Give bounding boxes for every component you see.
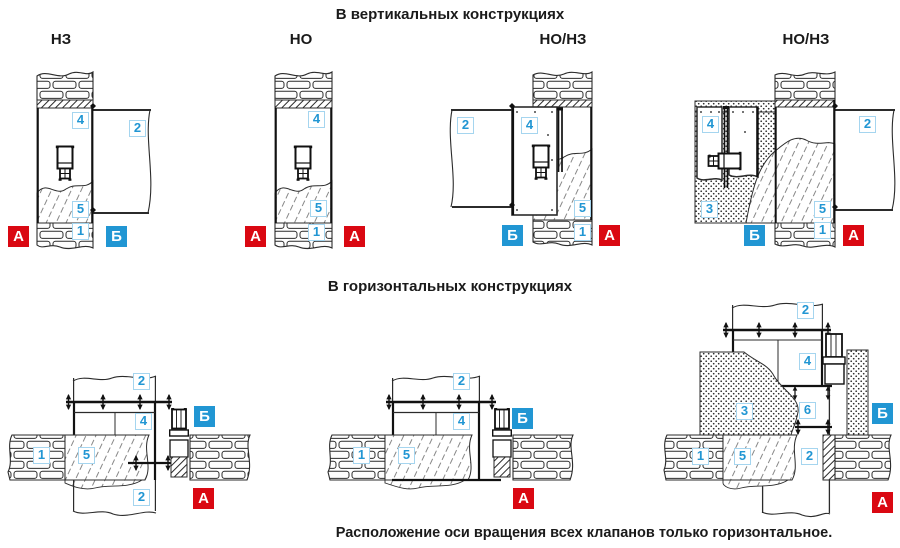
callout-insulation: 3	[736, 403, 753, 420]
slab-brick-right	[835, 435, 891, 480]
caption-nonz-1: НО/НЗ	[539, 31, 587, 48]
side-b-badge: Б	[512, 408, 533, 429]
side-b-badge: Б	[194, 406, 215, 427]
callout-damper: 4	[702, 116, 719, 133]
mortar-spill	[385, 480, 465, 489]
callout-duct: 2	[129, 120, 146, 137]
callout-wall: 1	[814, 222, 831, 239]
callout-mortar: 5	[734, 448, 751, 465]
side-b-badge: Б	[872, 403, 893, 424]
side-a-badge: А	[245, 226, 266, 247]
side-b-badge: Б	[744, 225, 765, 246]
callout-duct: 2	[453, 373, 470, 390]
footer-note: Расположение оси вращения всех клапанов только горизонтальное.	[335, 525, 833, 541]
callout-mortar: 5	[310, 200, 327, 217]
caption-nz: НЗ	[50, 31, 72, 48]
callout-duct: 2	[797, 302, 814, 319]
side-b-badge: Б	[502, 225, 523, 246]
actuator	[823, 334, 845, 384]
callout-wall: 1	[308, 224, 325, 241]
diagram-vertical-nonz-1	[440, 60, 625, 260]
callout-mortar: 5	[574, 200, 591, 217]
callout-damper: 4	[521, 117, 538, 134]
caption-nonz-2: НО/НЗ	[782, 31, 830, 48]
actuator-icon	[170, 408, 189, 436]
section-title-vertical: В вертикальных конструкциях	[335, 6, 565, 23]
callout-damper: 4	[135, 413, 152, 430]
wall-top	[275, 72, 332, 100]
wall-top	[37, 72, 93, 100]
callout-damper: 4	[308, 111, 325, 128]
actuator	[493, 408, 512, 477]
callout-wall: 1	[33, 447, 50, 464]
callout-damper: 4	[799, 353, 816, 370]
side-a-badge: А	[599, 225, 620, 246]
callout-mortar: 5	[398, 447, 415, 464]
callout-damper: 4	[72, 112, 89, 129]
callout-damper: 4	[453, 413, 470, 430]
wall-top	[533, 72, 592, 100]
callout-wall: 1	[353, 447, 370, 464]
callout-wall: 1	[72, 223, 89, 240]
side-a-badge: А	[8, 226, 29, 247]
callout-wall: 1	[692, 448, 709, 465]
wall-top	[775, 72, 835, 100]
callout-duct: 2	[457, 117, 474, 134]
diagram-horizontal-3	[658, 298, 900, 548]
callout-mortar: 5	[78, 447, 95, 464]
callout-wall: 1	[574, 224, 591, 241]
slab-brick-right	[190, 435, 250, 480]
callout-mortar: 5	[814, 201, 831, 218]
callout-duct: 2	[133, 489, 150, 506]
side-a-badge: А	[513, 488, 534, 509]
side-a-badge: А	[344, 226, 365, 247]
caption-no: НО	[289, 31, 313, 48]
actuator	[170, 408, 189, 477]
diagram-vertical-nonz-2	[680, 60, 900, 260]
side-a-badge: А	[193, 488, 214, 509]
callout-duct: 2	[859, 116, 876, 133]
side-a-badge: А	[843, 225, 864, 246]
actuator-icon	[56, 146, 74, 181]
side-b-badge: Б	[106, 226, 127, 247]
side-a-badge: А	[872, 492, 893, 513]
callout-duct: 2	[133, 373, 150, 390]
callout-mortar: 5	[72, 201, 89, 218]
callout-duct: 2	[801, 448, 818, 465]
section-title-horizontal: В горизонтальных конструкциях	[327, 278, 573, 295]
actuator-icon	[294, 146, 312, 181]
callout-connector: 6	[799, 402, 816, 419]
callout-insulation: 3	[701, 201, 718, 218]
actuator-icon	[493, 408, 512, 436]
slab-brick-right	[513, 435, 573, 480]
insulation-right	[847, 350, 868, 435]
